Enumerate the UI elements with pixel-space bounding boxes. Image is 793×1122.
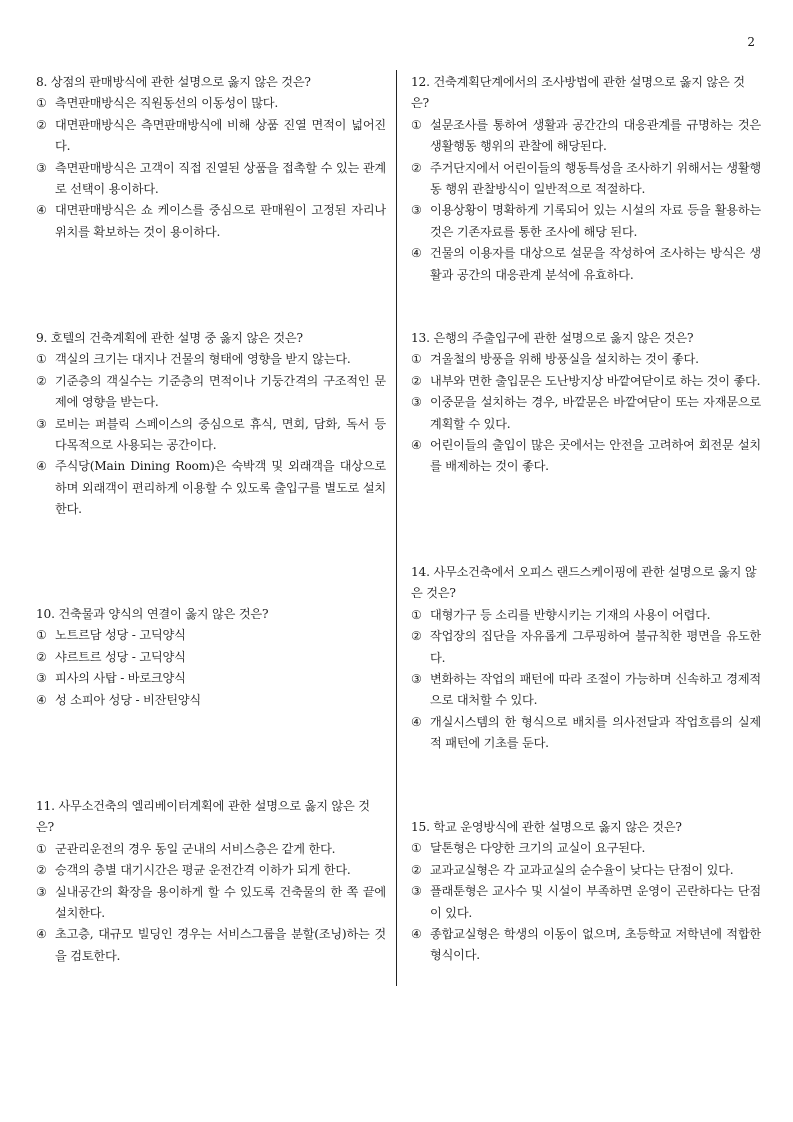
answer-option: ① 대형가구 등 소리를 반향시키는 기재의 사용이 어렵다.	[411, 607, 711, 622]
answer-option: ③ 로비는 퍼블릭 스페이스의 중심으로 휴식, 면회, 담화, 독서 등 다목적으로 사용되는 공간이다.	[36, 416, 386, 453]
answer-option: ④ 초고층, 대규모 빌딩인 경우는 서비스그룹을 분할(조닝)하는 것을 검토한다.	[36, 927, 386, 963]
answer-option: ② 주거단지에서 어린이들의 행동특성을 조사하기 위해서는 생활행동 행위 관찰방식이 일반적으로 적절하다.	[411, 160, 761, 197]
question-stem: 11. 사무소건축의 엘리베이터계획에 관한 설명으로 옳지 않은 것은?	[36, 799, 370, 835]
answer-option: ② 기준층의 객실수는 기준층의 면적이나 기둥간격의 구조적인 문제에 영향을 받는다.	[36, 373, 386, 410]
question-8	[36, 72, 386, 243]
answer-option: ① 설문조사를 통하여 생활과 공간간의 대응관계를 규명하는 것은 생활행동 행위의 관찰에 해당된다.	[411, 117, 761, 154]
question-12	[411, 72, 761, 286]
question-stem: 10. 건축물과 양식의 연결이 옳지 않은 것은?	[36, 607, 269, 621]
answer-option: ④ 건물의 이용자를 대상으로 설문을 작성하여 조사하는 방식은 생활과 공간의 대응관계 분석에 유효하다.	[411, 246, 761, 282]
answer-option: ③ 변화하는 작업의 패턴에 따라 조절이 가능하며 신속하고 경제적으로 대처할 수 있다.	[411, 672, 761, 708]
answer-option: ③ 이중문을 설치하는 경우, 바깥문은 바깥여닫이 또는 자재문으로 계획할 수 있다.	[411, 395, 761, 431]
answer-option: ② 교과교실형은 각 교과교실의 순수율이 낮다는 단점이 있다.	[411, 862, 734, 877]
answer-option: ③ 플래툰형은 교사수 및 시설이 부족하면 운영이 곤란하다는 단점이 있다.	[411, 884, 761, 920]
question-13	[411, 328, 761, 478]
answer-option: ② 대면판매방식은 측면판매방식에 비해 상품 진열 면적이 넓어진다.	[36, 117, 386, 154]
question-stem: 15. 학교 운영방식에 관한 설명으로 옳지 않은 것은?	[411, 820, 682, 834]
column-divider	[396, 70, 397, 986]
answer-option: ① 달톤형은 다양한 크기의 교실이 요구된다.	[411, 841, 646, 856]
answer-option: ④ 성 소피아 성당 - 비잔틴양식	[36, 692, 201, 707]
answer-option: ④ 대면판매방식은 쇼 케이스를 중심으로 판매원이 고정된 자리나 위치를 확보하는 것이 용이하다.	[36, 203, 386, 239]
question-9	[36, 328, 386, 521]
answer-option: ① 객실의 크기는 대지나 건물의 형태에 영향을 받지 않는다.	[36, 352, 351, 367]
question-stem: 9. 호텔의 건축계획에 관한 설명 중 옳지 않은 것은?	[36, 331, 303, 345]
answer-option: ④ 개실시스템의 한 형식으로 배치를 의사전달과 작업흐름의 실제적 패턴에 기초를 둔다.	[411, 714, 761, 751]
question-11	[36, 796, 386, 967]
answer-option: ④ 어린이들의 출입이 많은 곳에서는 안전을 고려하여 회전문 설치를 배제하는 것이 좋다.	[411, 438, 761, 474]
question-stem: 8. 상점의 판매방식에 관한 설명으로 옳지 않은 것은?	[36, 75, 311, 89]
answer-option: ④ 종합교실형은 학생의 이동이 없으며, 초등학교 저학년에 적합한 형식이다.	[411, 927, 761, 963]
answer-option: ① 측면판매방식은 직원동선의 이동성이 많다.	[36, 96, 279, 111]
answer-option: ① 군관리운전의 경우 동일 군내의 서비스층은 같게 한다.	[36, 841, 336, 856]
page-number: 2	[747, 35, 755, 49]
answer-option: ① 노트르담 성당 - 고딕양식	[36, 628, 186, 643]
answer-option: ④ 주식당(Main Dining Room)은 숙박객 및 외래객을 대상으로 하며 외래객이 편리하게 이용할 수 있도록 출입구를 별도로 설치한다.	[36, 459, 386, 517]
answer-option: ③ 측면판매방식은 고객이 직접 진열된 상품을 접촉할 수 있는 관계로 선택이 용이하다.	[36, 160, 386, 197]
answer-option: ③ 실내공간의 확장을 용이하게 할 수 있도록 건축물의 한 쪽 끝에 설치한다.	[36, 884, 386, 921]
answer-option: ② 승객의 층별 대기시간은 평균 운전간격 이하가 되게 한다.	[36, 863, 351, 878]
answer-option: ② 작업장의 집단을 자유롭게 그루핑하여 불규칙한 평면을 유도한다.	[411, 629, 761, 665]
answer-option: ③ 이용상황이 명확하게 기록되어 있는 시설의 자료 등을 활용하는 것은 기존자료를 통한 조사에 해당 된다.	[411, 203, 761, 239]
answer-option: ③ 피사의 사탑 - 바로크양식	[36, 671, 186, 686]
question-stem: 14. 사무소건축에서 오피스 랜드스케이핑에 관한 설명으로 옳지 않은 것은?	[411, 565, 757, 601]
question-14	[411, 562, 761, 755]
question-stem: 13. 은행의 주출입구에 관한 설명으로 옳지 않은 것은?	[411, 331, 694, 345]
question-10	[36, 604, 386, 711]
answer-option: ② 내부와 면한 출입문은 도난방지상 바깥여닫이로 하는 것이 좋다.	[411, 373, 761, 388]
question-15	[411, 817, 761, 967]
answer-option: ① 겨울철의 방풍을 위해 방풍실을 설치하는 것이 좋다.	[411, 352, 699, 367]
question-stem: 12. 건축계획단계에서의 조사방법에 관한 설명으로 옳지 않은 것은?	[411, 75, 745, 111]
answer-option: ② 샤르트르 성당 - 고딕양식	[36, 649, 186, 664]
